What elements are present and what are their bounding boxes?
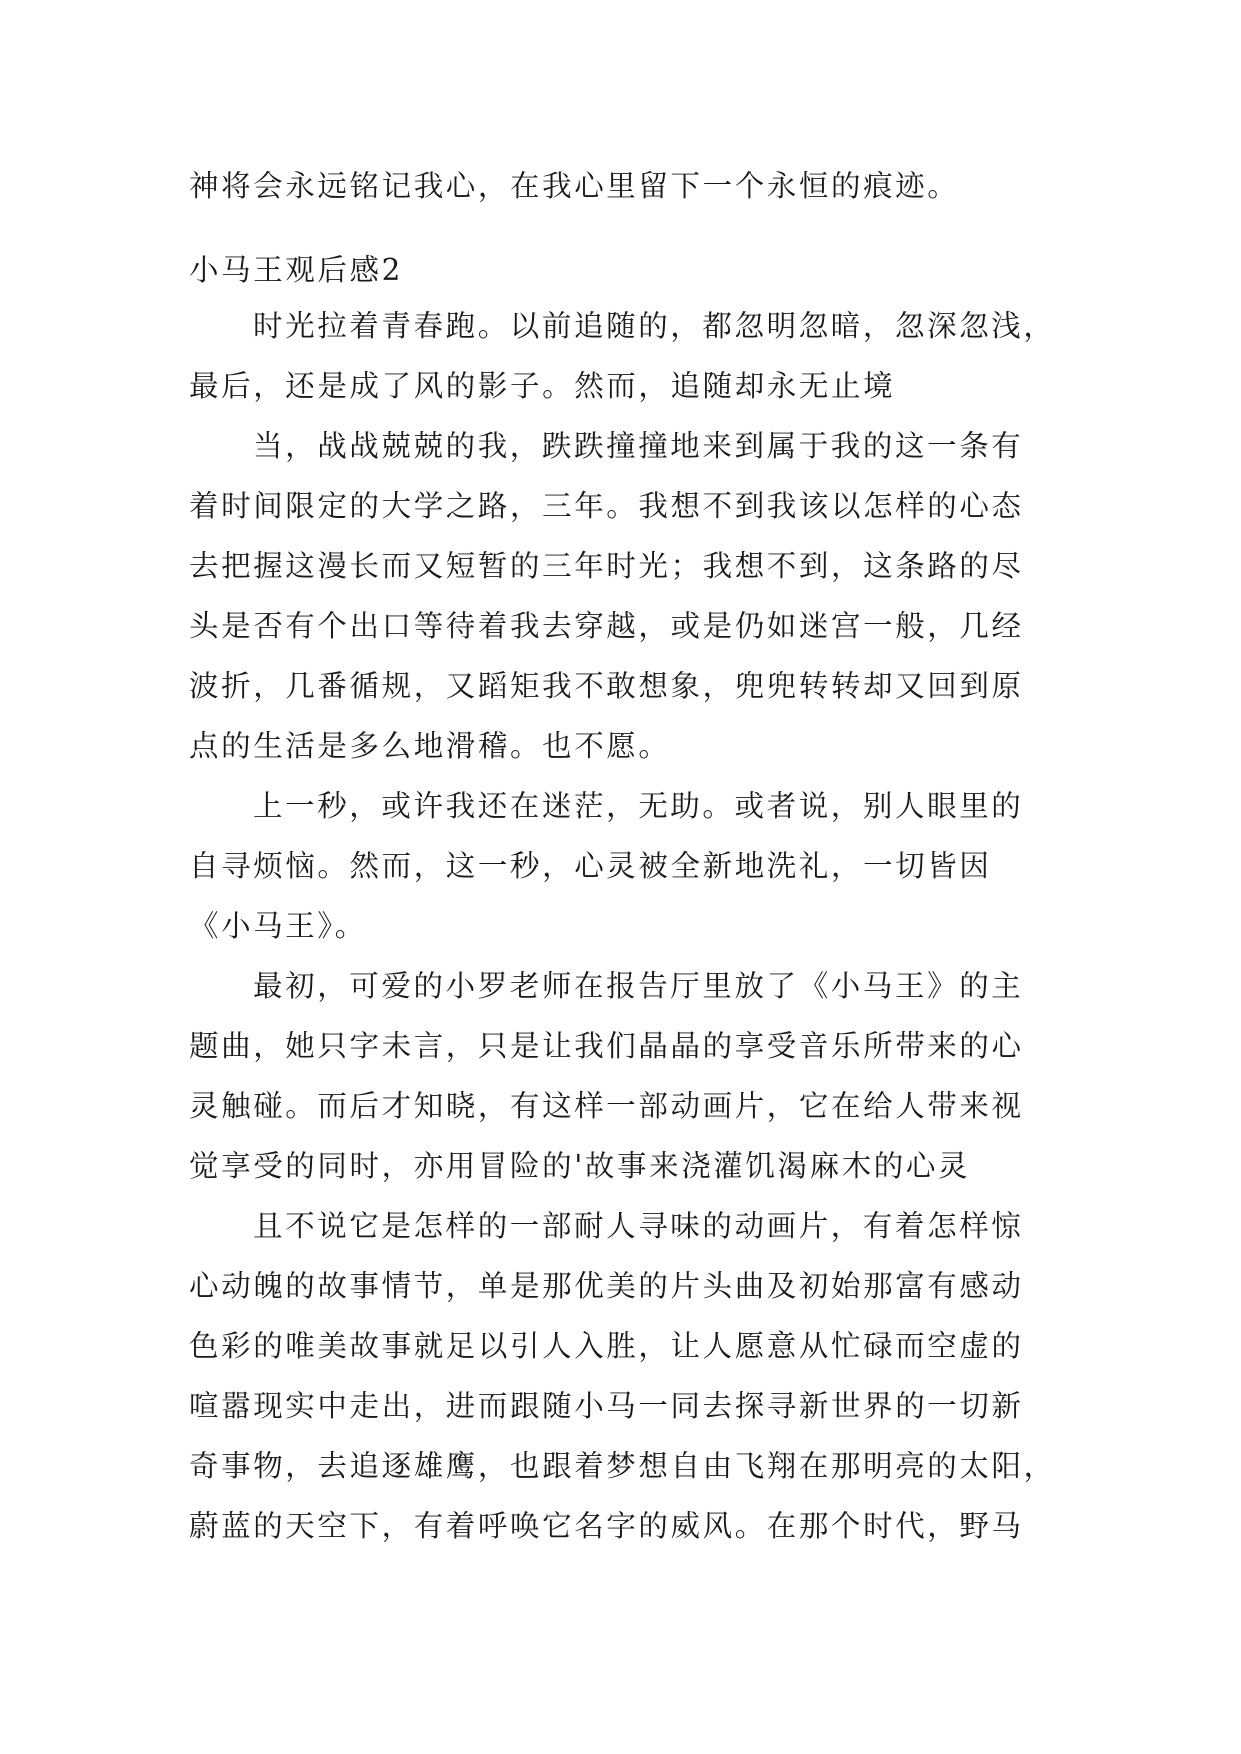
body-text	[189, 296, 1056, 1556]
paragraph-line: 心动魄的故事情节，单是那优美的片头曲及初始那富有感动	[189, 1269, 1024, 1303]
paragraph-line: 去把握这漫长而又短暂的三年时光；我想不到，这条路的尽	[189, 549, 1024, 583]
paragraph-line: 波折，几番循规，又蹈矩我不敢想象，兜兜转转却又回到原	[189, 669, 1024, 703]
paragraph-line: 点的生活是多么地滑稽。也不愿。	[189, 729, 671, 763]
paragraph-line: 上一秒，或许我还在迷茫，无助。或者说，别人眼里的	[253, 789, 1024, 823]
section-title	[189, 240, 1053, 300]
continuation-text	[189, 156, 1053, 216]
section-title-text: 小马王观后感2	[189, 253, 403, 287]
paragraph-line: 觉享受的同时，亦用冒险的'故事来浇灌饥渴麻木的心灵	[189, 1149, 971, 1183]
paragraph-line: 《小马王》。	[189, 909, 367, 943]
paragraph-line: 当，战战兢兢的我，跌跌撞撞地来到属于我的这一条有	[253, 429, 1024, 463]
paragraph-line: 且不说它是怎样的一部耐人寻味的动画片，有着怎样惊	[253, 1209, 1024, 1243]
paragraph-line: 着时间限定的大学之路，三年。我想不到我该以怎样的心态	[189, 489, 1024, 523]
paragraph-line: 时光拉着青春跑。以前追随的，都忽明忽暗，忽深忽浅，	[253, 309, 1056, 343]
paragraph-line: 灵触碰。而后才知晓，有这样一部动画片，它在给人带来视	[189, 1089, 1024, 1123]
paragraph-line: 最初，可爱的小罗老师在报告厅里放了《小马王》的主	[253, 969, 1024, 1003]
paragraph-line: 奇事物，去追逐雄鹰，也跟着梦想自由飞翔在那明亮的太阳，	[189, 1449, 1056, 1483]
paragraph-line: 题曲，她只字未言，只是让我们晶晶的享受音乐所带来的心	[189, 1029, 1024, 1063]
paragraph-line: 蔚蓝的天空下，有着呼唤它名字的威风。在那个时代，野马	[189, 1509, 1024, 1543]
paragraph-line: 喧嚣现实中走出，进而跟随小马一同去探寻新世界的一切新	[189, 1389, 1024, 1423]
paragraph-line: 色彩的唯美故事就足以引人入胜，让人愿意从忙碌而空虚的	[189, 1329, 1024, 1363]
paragraph-line: 头是否有个出口等待着我去穿越，或是仍如迷宫一般，几经	[189, 609, 1024, 643]
paragraph-line: 最后，还是成了风的影子。然而，追随却永无止境	[189, 369, 896, 403]
continuation-line: 神将会永远铭记我心，在我心里留下一个永恒的痕迹。	[189, 169, 960, 203]
paragraph-line: 自寻烦恼。然而，这一秒，心灵被全新地洗礼，一切皆因	[189, 849, 992, 883]
